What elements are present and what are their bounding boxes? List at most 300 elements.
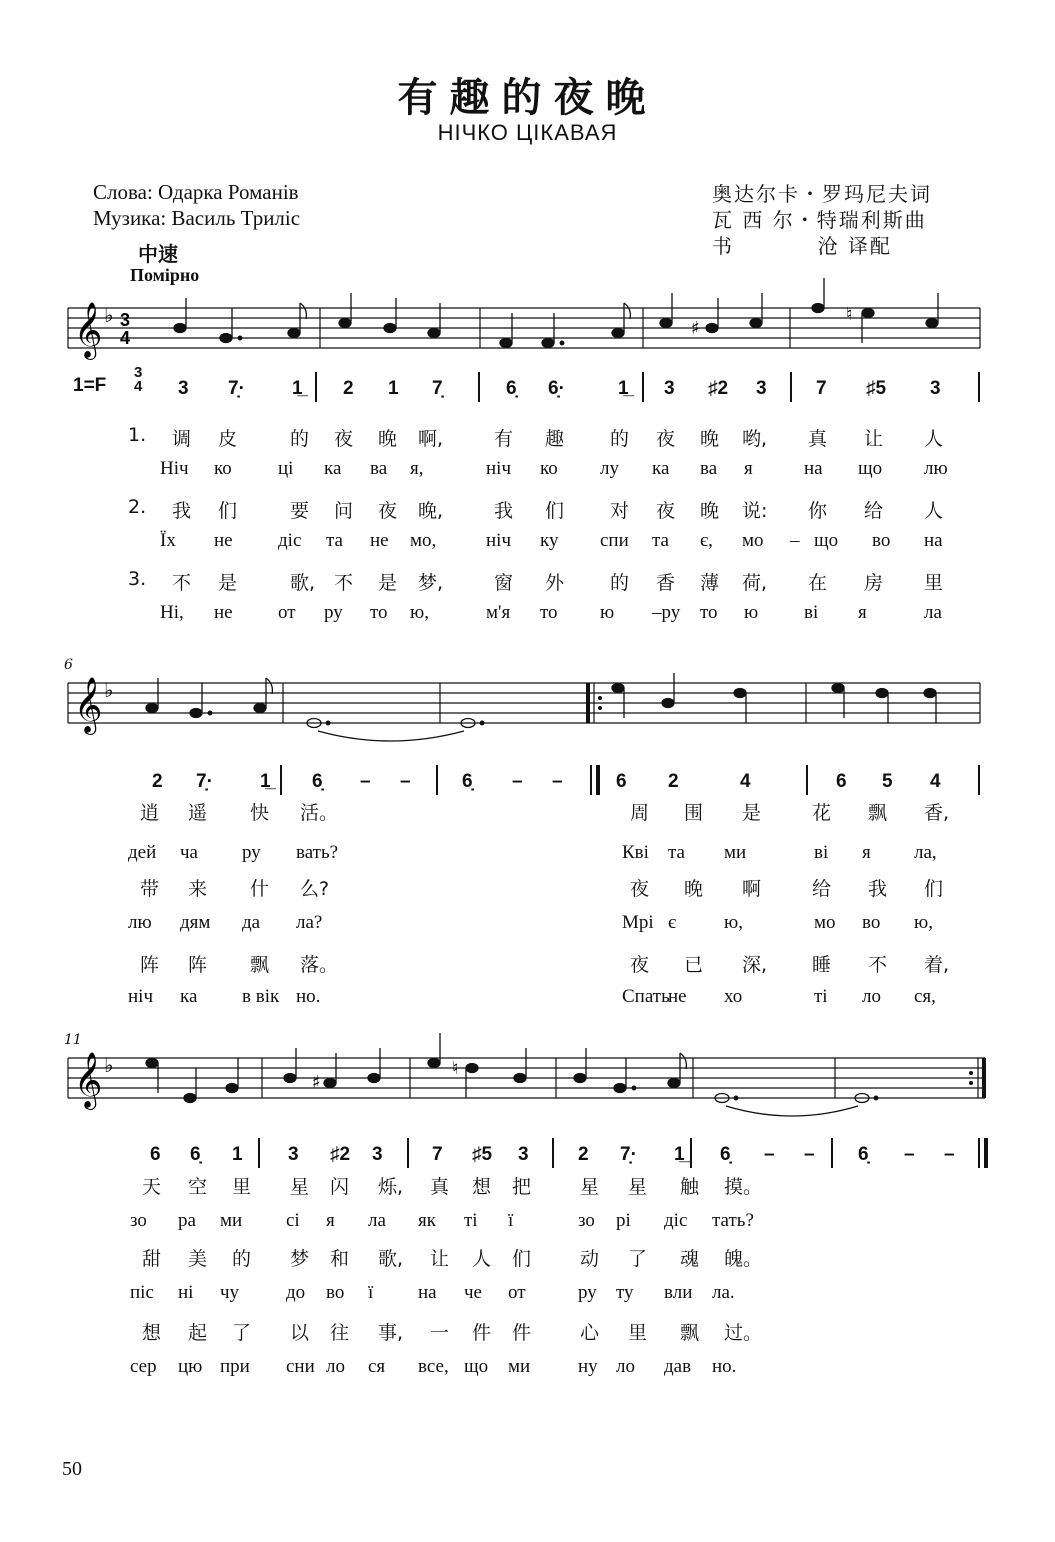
lyric-ua-syllable: ї xyxy=(368,1282,374,1303)
lyric-ua-syllable: Ніч xyxy=(160,458,189,479)
lyric-cn-syllable: 阵 xyxy=(188,954,208,976)
jianpu-note: 6 xyxy=(836,771,847,792)
jianpu-note: – xyxy=(512,771,523,792)
lyric-ua-syllable: ка xyxy=(324,458,342,479)
lyric-ua-syllable: ю xyxy=(600,602,615,623)
lyric-cn-syllable: 们 xyxy=(218,500,238,522)
lyric-cn-syllable: 让 xyxy=(864,428,884,450)
credit-cn-translator: 书 沧 译配 xyxy=(712,234,892,258)
jianpu-note: 3 xyxy=(372,1144,383,1165)
jianpu-note: 6̣ xyxy=(312,771,323,792)
credit-lyrics: Слова: Одарка Романів xyxy=(93,180,299,204)
lyric-cn-syllable: 晚 xyxy=(700,500,720,522)
lyric-ua-syllable: що xyxy=(858,458,883,479)
jianpu-barline xyxy=(258,1138,260,1168)
lyric-cn-syllable: 香 xyxy=(656,572,676,594)
svg-text:4: 4 xyxy=(120,328,131,348)
jianpu-time-signature: 3 4 xyxy=(134,364,143,395)
lyric-cn-syllable: 晚 xyxy=(378,428,398,450)
lyric-cn-syllable: 夜 xyxy=(334,428,354,450)
lyric-ua-syllable: ча xyxy=(180,842,198,863)
lyric-cn-syllable: 空 xyxy=(188,1176,208,1198)
jianpu-note: 1 xyxy=(232,1144,243,1165)
lyric-cn-syllable: 星 xyxy=(628,1176,648,1198)
lyric-cn-syllable: 深, xyxy=(742,954,768,976)
lyric-ua-syllable: м'я xyxy=(486,602,511,623)
lyric-cn-syllable: 么? xyxy=(300,878,330,900)
lyric-ua-syllable: но. xyxy=(296,986,321,1007)
lyric-cn-syllable: 心 xyxy=(580,1322,600,1344)
jianpu-barline xyxy=(436,765,438,795)
lyric-cn-syllable: 荷, xyxy=(742,572,768,594)
jianpu-note: 6̣ xyxy=(720,1144,731,1165)
measure-number-11: 11 xyxy=(64,1032,82,1048)
lyric-ua-syllable: ю xyxy=(744,602,759,623)
lyric-ua-syllable: вать? xyxy=(296,842,339,863)
lyric-cn-syllable: 房 xyxy=(864,572,884,594)
jianpu-note: 4 xyxy=(930,771,941,792)
jianpu-barline xyxy=(978,1138,980,1168)
jianpu-note: 7 xyxy=(432,1144,443,1165)
lyric-ua-syllable: ла xyxy=(924,602,942,623)
jianpu-barline xyxy=(978,765,980,795)
lyric-ua-syllable: та xyxy=(652,530,669,551)
lyric-cn-syllable: 窗 xyxy=(494,572,514,594)
lyric-cn-syllable: 对 xyxy=(610,500,630,522)
lyric-ua-syllable: ю, xyxy=(914,912,933,933)
title-ukrainian: НІЧКО ЦІКАВАЯ xyxy=(437,120,618,145)
tempo-ukrainian: Помірно xyxy=(130,265,200,285)
lyric-cn-syllable: 的 xyxy=(610,428,630,450)
lyric-ua-syllable: ло xyxy=(326,1356,345,1377)
lyric-ua-syllable: ніч xyxy=(128,986,154,1007)
jianpu-note: 6 xyxy=(616,771,627,792)
lyric-ua-syllable: сни xyxy=(286,1356,315,1377)
jianpu-note: 6̣ xyxy=(190,1144,201,1165)
lyric-ua-syllable: ру xyxy=(242,842,261,863)
lyric-cn-syllable: 们 xyxy=(512,1248,532,1270)
lyric-cn-syllable: 趣 xyxy=(545,428,565,450)
jianpu-note: 5 xyxy=(882,771,893,792)
lyric-cn-syllable: 皮 xyxy=(218,428,238,450)
lyric-cn-syllable: 星 xyxy=(580,1176,600,1198)
lyric-ua-syllable: то xyxy=(700,602,718,623)
lyric-ua-syllable: на xyxy=(418,1282,437,1303)
lyric-ua-syllable: ся, xyxy=(914,986,936,1007)
jianpu-note: 7̣· xyxy=(228,378,245,399)
lyric-cn-syllable: 飘 xyxy=(680,1322,700,1344)
lyric-cn-syllable: 不 xyxy=(868,954,888,976)
lyric-ua-syllable: ло xyxy=(862,986,881,1007)
lyric-ua-syllable: що xyxy=(464,1356,489,1377)
lyric-cn-syllable: 夜 xyxy=(378,500,398,522)
lyric-cn-syllable: 不 xyxy=(334,572,354,594)
lyric-cn-syllable: 的 xyxy=(610,572,630,594)
lyric-cn-syllable: 睡 xyxy=(812,954,832,976)
lyric-cn-syllable: 甜 xyxy=(142,1248,162,1270)
jianpu-note: 2 xyxy=(152,771,163,792)
jianpu-note: 2 xyxy=(578,1144,589,1165)
lyric-cn-syllable: 花 xyxy=(812,802,832,824)
lyric-cn-syllable: 1. xyxy=(128,424,147,446)
lyric-ua-syllable: ла, xyxy=(914,842,937,863)
jianpu-barline xyxy=(478,372,480,402)
jianpu-note: 6̣ xyxy=(858,1144,869,1165)
lyric-cn-syllable: 薄 xyxy=(700,572,720,594)
lyric-cn-syllable: 起 xyxy=(188,1322,208,1344)
lyric-cn-syllable: 调 xyxy=(172,428,192,450)
lyric-ua-syllable: я xyxy=(326,1210,335,1231)
lyric-cn-syllable: 歌, xyxy=(290,572,316,594)
jianpu-barline xyxy=(790,372,792,402)
lyric-cn-syllable: 把 xyxy=(512,1176,532,1198)
lyric-cn-syllable: 是 xyxy=(742,802,762,824)
lyric-ua-syllable: зо xyxy=(130,1210,147,1231)
svg-text:𝄞: 𝄞 xyxy=(74,1052,103,1108)
lyric-cn-syllable: 一 xyxy=(430,1322,450,1344)
lyric-ua-syllable: діс xyxy=(664,1210,688,1231)
lyric-cn-syllable: 了 xyxy=(232,1322,252,1344)
lyric-cn-syllable: 里 xyxy=(232,1176,252,1198)
lyric-cn-syllable: 我 xyxy=(868,878,888,900)
svg-text:♭: ♭ xyxy=(104,1053,114,1077)
lyric-ua-syllable: зо xyxy=(578,1210,595,1231)
lyric-cn-syllable: 2. xyxy=(128,496,147,518)
lyric-ua-syllable: то xyxy=(370,602,388,623)
jianpu-note: – xyxy=(804,1144,815,1165)
lyric-cn-syllable: 想 xyxy=(472,1176,492,1198)
jianpu-note: – xyxy=(552,771,563,792)
lyric-ua-syllable: ми xyxy=(724,842,747,863)
staff-system-2 xyxy=(0,655,1055,775)
lyric-cn-syllable: 摸。 xyxy=(724,1176,763,1198)
svg-text:♭: ♭ xyxy=(104,678,114,702)
lyric-ua-syllable: ло xyxy=(616,1356,635,1377)
lyric-cn-syllable: 给 xyxy=(864,500,884,522)
lyric-cn-syllable: 我 xyxy=(172,500,192,522)
lyric-cn-syllable: 里 xyxy=(924,572,944,594)
jianpu-barline xyxy=(690,1138,692,1168)
lyric-ua-syllable: ю, xyxy=(724,912,743,933)
jianpu-note: 1̲ xyxy=(260,771,271,792)
jianpu-note: ♯2 xyxy=(330,1144,351,1165)
lyric-ua-syllable: ко xyxy=(540,458,558,479)
jianpu-barline xyxy=(806,765,808,795)
jianpu-note: ♯5 xyxy=(472,1144,493,1165)
lyric-cn-syllable: 们 xyxy=(545,500,565,522)
lyric-ua-syllable: во xyxy=(862,912,881,933)
jianpu-key: 1=F xyxy=(73,375,107,396)
lyric-ua-syllable: ніч xyxy=(486,458,512,479)
svg-text:♮: ♮ xyxy=(846,304,853,325)
jianpu-note: 6 xyxy=(150,1144,161,1165)
lyric-ua-syllable: ва xyxy=(700,458,718,479)
jianpu-barline xyxy=(407,1138,409,1168)
staff-system-1 xyxy=(0,280,1055,400)
lyric-ua-syllable: та xyxy=(326,530,343,551)
lyric-cn-syllable: 逍 xyxy=(140,802,160,824)
lyric-ua-syllable: сер xyxy=(130,1356,157,1377)
lyric-ua-syllable: діс xyxy=(278,530,302,551)
lyric-cn-syllable: 什 xyxy=(250,878,270,900)
lyric-cn-syllable: 人 xyxy=(924,428,944,450)
lyric-ua-syllable: ю, xyxy=(410,602,429,623)
lyric-cn-syllable: 梦 xyxy=(290,1248,310,1270)
lyric-ua-syllable: я, xyxy=(410,458,424,479)
lyric-cn-syllable: 有 xyxy=(494,428,514,450)
lyric-cn-syllable: 阵 xyxy=(140,954,160,976)
lyric-ua-syllable: Ні, xyxy=(160,602,184,623)
lyric-ua-syllable: не xyxy=(668,986,687,1007)
jianpu-note: 3 xyxy=(756,378,767,399)
lyric-cn-syllable: 的 xyxy=(232,1248,252,1270)
lyric-cn-syllable: 动 xyxy=(580,1248,600,1270)
svg-text:♯: ♯ xyxy=(312,1072,321,1093)
lyric-ua-syllable: во xyxy=(872,530,891,551)
lyric-ua-syllable: но. xyxy=(712,1356,737,1377)
jianpu-note: 3 xyxy=(518,1144,529,1165)
lyric-ua-syllable: Мрі xyxy=(622,912,654,933)
lyric-cn-syllable: 晚 xyxy=(700,428,720,450)
jianpu-barline xyxy=(280,765,282,795)
jianpu-note: ♯5 xyxy=(866,378,887,399)
jianpu-note: 7̣· xyxy=(196,771,213,792)
credit-cn-lyrics: 奥达尔卡・罗玛尼夫词 xyxy=(712,182,932,206)
lyric-cn-syllable: 们 xyxy=(924,878,944,900)
lyric-cn-syllable: 过。 xyxy=(724,1322,763,1344)
lyric-ua-syllable: ніч xyxy=(486,530,512,551)
lyric-ua-syllable: спи xyxy=(600,530,629,551)
tempo-chinese: 中速 xyxy=(138,242,178,266)
lyric-cn-syllable: 快 xyxy=(250,802,270,824)
lyric-cn-syllable: 人 xyxy=(472,1248,492,1270)
lyric-cn-syllable: 3. xyxy=(128,568,147,590)
jianpu-barline xyxy=(978,372,980,402)
lyric-ua-syllable: до xyxy=(286,1282,306,1303)
lyric-ua-syllable: цю xyxy=(178,1356,203,1377)
lyric-ua-syllable: мо xyxy=(814,912,836,933)
lyric-cn-syllable: 活。 xyxy=(300,802,339,824)
lyric-ua-syllable: не xyxy=(214,530,233,551)
lyric-ua-syllable: рі xyxy=(616,1210,631,1231)
lyric-ua-syllable: лю xyxy=(128,912,152,933)
jianpu-note: 2 xyxy=(668,771,679,792)
jianpu-note: 3 xyxy=(288,1144,299,1165)
svg-text:𝄞: 𝄞 xyxy=(74,677,103,733)
lyric-cn-syllable: 围 xyxy=(684,802,704,824)
lyric-ua-syllable: ру xyxy=(578,1282,597,1303)
lyric-cn-syllable: 件 xyxy=(512,1322,532,1344)
lyric-ua-syllable: ці xyxy=(278,458,294,479)
lyric-ua-syllable: хо xyxy=(724,986,743,1007)
lyric-ua-syllable: ми xyxy=(220,1210,243,1231)
lyric-ua-syllable: тать? xyxy=(712,1210,754,1231)
jianpu-repeat-end xyxy=(984,1138,988,1168)
lyric-ua-syllable: ї xyxy=(508,1210,514,1231)
lyric-cn-syllable: 夜 xyxy=(656,428,676,450)
lyric-ua-syllable: ла xyxy=(368,1210,386,1231)
lyric-ua-syllable: ві xyxy=(804,602,819,623)
lyric-ua-syllable: Їх xyxy=(160,530,176,551)
lyric-cn-syllable: 的 xyxy=(290,428,310,450)
svg-text:♮: ♮ xyxy=(452,1058,459,1079)
lyric-cn-syllable: 要 xyxy=(290,500,310,522)
lyric-ua-syllable: вли xyxy=(664,1282,693,1303)
jianpu-note: – xyxy=(764,1144,775,1165)
lyric-ua-syllable: на xyxy=(924,530,943,551)
page-number: 50 xyxy=(62,1458,82,1480)
jianpu-repeat-start xyxy=(596,765,600,795)
jianpu-note: 4 xyxy=(740,771,751,792)
lyric-cn-syllable: 真 xyxy=(808,428,828,450)
lyric-cn-syllable: 晚 xyxy=(684,878,704,900)
lyric-ua-syllable: я xyxy=(858,602,867,623)
lyric-ua-syllable: ру xyxy=(324,602,343,623)
lyric-ua-syllable: ра xyxy=(178,1210,196,1231)
jianpu-note: 1 xyxy=(388,378,399,399)
lyric-cn-syllable: 不 xyxy=(172,572,192,594)
lyric-cn-syllable: 外 xyxy=(545,572,565,594)
jianpu-barline xyxy=(642,372,644,402)
lyric-cn-syllable: 魄。 xyxy=(724,1248,763,1270)
lyric-cn-syllable: 来 xyxy=(188,878,208,900)
lyric-ua-syllable: да xyxy=(242,912,261,933)
lyric-ua-syllable: дей xyxy=(128,842,157,863)
lyric-ua-syllable: от xyxy=(278,602,296,623)
jianpu-barline xyxy=(831,1138,833,1168)
jianpu-note: 2 xyxy=(343,378,354,399)
lyric-cn-syllable: 着, xyxy=(924,954,950,976)
jianpu-note: 3 xyxy=(664,378,675,399)
jianpu-note: 1̲ xyxy=(618,378,629,399)
credit-music: Музика: Василь Триліс xyxy=(93,206,301,230)
lyric-cn-syllable: 往 xyxy=(330,1322,350,1344)
lyric-ua-syllable: лу xyxy=(600,458,619,479)
lyric-ua-syllable: ка xyxy=(652,458,670,479)
lyric-cn-syllable: 美 xyxy=(188,1248,208,1270)
lyric-ua-syllable: є xyxy=(668,912,677,933)
lyric-cn-syllable: 让 xyxy=(430,1248,450,1270)
lyric-cn-syllable: 遥 xyxy=(188,802,208,824)
jianpu-note: 7̣· xyxy=(620,1144,637,1165)
lyric-ua-syllable: че xyxy=(464,1282,482,1303)
lyric-cn-syllable: 飘 xyxy=(868,802,888,824)
jianpu-note: 3 xyxy=(930,378,941,399)
lyric-cn-syllable: 已 xyxy=(684,954,704,976)
jianpu-note: ♯2 xyxy=(708,378,729,399)
lyric-cn-syllable: 在 xyxy=(808,572,828,594)
jianpu-note: – xyxy=(400,771,411,792)
lyric-ua-syllable: мо xyxy=(742,530,764,551)
lyric-cn-syllable: 歌, xyxy=(378,1248,404,1270)
lyric-ua-syllable: на xyxy=(804,458,823,479)
lyric-ua-syllable: ті xyxy=(464,1210,478,1231)
lyric-ua-syllable: Спать xyxy=(622,986,670,1007)
lyric-ua-syllable: сі xyxy=(286,1210,300,1231)
svg-text:♯: ♯ xyxy=(691,318,700,339)
jianpu-note: 1̲ xyxy=(674,1144,685,1165)
lyric-ua-syllable: дав xyxy=(664,1356,692,1377)
lyric-cn-syllable: 事, xyxy=(378,1322,404,1344)
lyric-cn-syllable: 件 xyxy=(472,1322,492,1344)
jianpu-note: 6̣ xyxy=(462,771,473,792)
lyric-ua-syllable: ся xyxy=(368,1356,386,1377)
lyric-cn-syllable: 问 xyxy=(334,500,354,522)
lyric-cn-syllable: 周 xyxy=(630,802,650,824)
lyric-cn-syllable: 给 xyxy=(812,878,832,900)
lyric-cn-syllable: 触 xyxy=(680,1176,700,1198)
lyric-cn-syllable: 夜 xyxy=(656,500,676,522)
lyric-cn-syllable: 飘 xyxy=(250,954,270,976)
jianpu-note: – xyxy=(360,771,371,792)
jianpu-note: 3 xyxy=(178,378,189,399)
lyric-cn-syllable: 夜 xyxy=(630,954,650,976)
lyric-cn-syllable: 哟, xyxy=(742,428,768,450)
treble-clef-icon: 𝄞 xyxy=(74,302,103,358)
credit-cn-music: 瓦 西 尔・特瑞利斯曲 xyxy=(712,208,927,232)
lyric-ua-syllable: ла? xyxy=(296,912,323,933)
lyric-cn-syllable: 真 xyxy=(430,1176,450,1198)
lyric-cn-syllable: 想 xyxy=(142,1322,162,1344)
lyric-cn-syllable: 夜 xyxy=(630,878,650,900)
jianpu-note: – xyxy=(904,1144,915,1165)
lyric-ua-syllable: все, xyxy=(418,1356,449,1377)
lyric-cn-syllable: 香, xyxy=(924,802,950,824)
lyric-cn-syllable: 说: xyxy=(742,500,768,522)
lyric-ua-syllable: от xyxy=(508,1282,526,1303)
lyric-cn-syllable: 是 xyxy=(218,572,238,594)
measure-number-6: 6 xyxy=(64,657,73,673)
lyric-cn-syllable: 晚, xyxy=(418,500,444,522)
lyric-cn-syllable: 天 xyxy=(142,1176,162,1198)
lyric-cn-syllable: 梦, xyxy=(418,572,444,594)
lyric-ua-syllable: піс xyxy=(130,1282,154,1303)
jianpu-barline xyxy=(590,765,592,795)
lyric-ua-syllable: я xyxy=(744,458,753,479)
lyric-ua-syllable: ні xyxy=(178,1282,194,1303)
lyric-ua-syllable: дям xyxy=(180,912,211,933)
lyric-cn-syllable: 里 xyxy=(628,1322,648,1344)
lyric-ua-syllable: ми xyxy=(508,1356,531,1377)
lyric-ua-syllable: я xyxy=(862,842,871,863)
lyric-cn-syllable: 闪 xyxy=(330,1176,350,1198)
lyric-ua-syllable: во xyxy=(326,1282,345,1303)
jianpu-note: 7 xyxy=(816,378,827,399)
lyric-cn-syllable: 啊, xyxy=(418,428,444,450)
svg-text:3: 3 xyxy=(120,310,131,330)
lyric-ua-syllable: ті xyxy=(814,986,828,1007)
lyric-ua-syllable: при xyxy=(220,1356,250,1377)
lyric-ua-syllable: мо, xyxy=(410,530,437,551)
lyric-ua-syllable: в вік xyxy=(242,986,280,1007)
lyric-cn-syllable: 带 xyxy=(140,878,160,900)
lyric-cn-syllable: 是 xyxy=(378,572,398,594)
lyric-ua-syllable: є, xyxy=(700,530,713,551)
jianpu-note: 1̲ xyxy=(292,378,303,399)
lyric-ua-syllable: чу xyxy=(220,1282,240,1303)
lyric-cn-syllable: 你 xyxy=(808,500,828,522)
lyric-ua-syllable: –ру xyxy=(652,602,681,623)
jianpu-note: – xyxy=(944,1144,955,1165)
lyric-ua-syllable: ла. xyxy=(712,1282,735,1303)
staff-system-3 xyxy=(0,1030,1055,1150)
lyric-ua-syllable: не xyxy=(214,602,233,623)
lyric-ua-syllable: ту xyxy=(616,1282,634,1303)
lyric-cn-syllable: 魂 xyxy=(680,1248,700,1270)
jianpu-barline xyxy=(552,1138,554,1168)
lyric-cn-syllable: 落。 xyxy=(300,954,339,976)
lyric-ua-syllable: ну xyxy=(578,1356,598,1377)
